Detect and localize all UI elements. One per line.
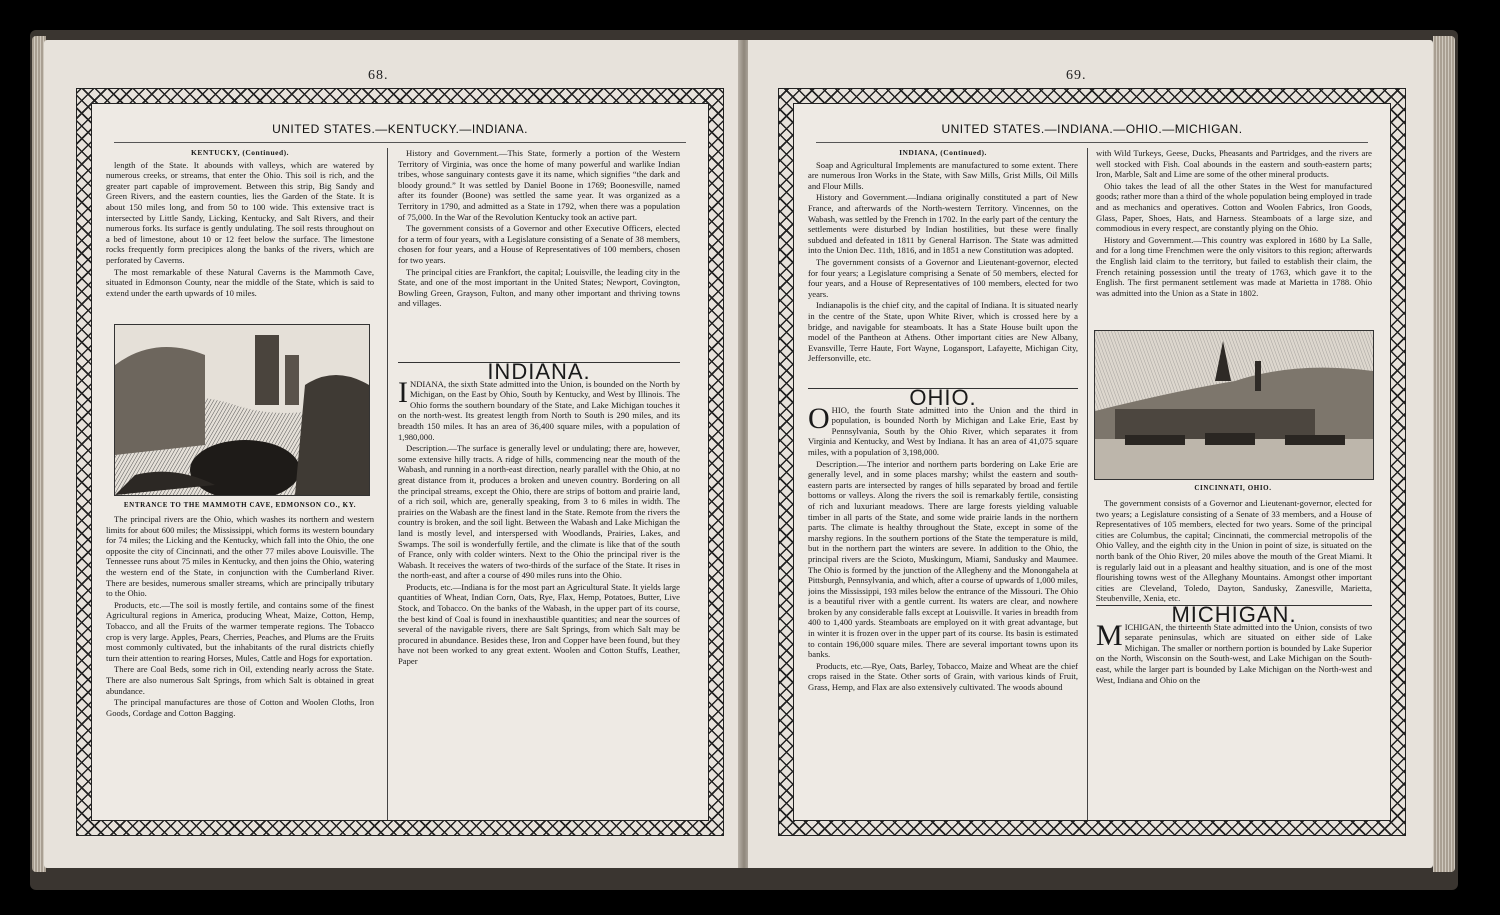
paragraph: Indianapolis is the chief city, and the capital of Indiana. It is situated nearly in the centre of the State, upon White River, which is crossed here by a bridge, and navigable for steamboats. It has a State House built upon the model of the Pantheon at Athens. Other important cities are New Albany, Evansville, Terre Haute, Fort Wayne, Logansport, Lafayette, Michigan City, Jeffersonville, etc. xyxy=(808,300,1078,364)
image-caption: ENTRANCE TO THE MAMMOTH CAVE, EDMONSON CO., KY. xyxy=(123,501,357,509)
column-right-bottom xyxy=(1096,498,1372,821)
paragraph: History and Government.—This State, formerly a portion of the Western Territory of Virginia, was once the home of many powerful and warlike Indian tribes, whose sanguinary contests gave it its name, which signifies “the dark and bloody ground.” It was settled by Daniel Boone in 1769; Boonesville, named after its founder (Boone) was settled the same year. It was organized as a Territory in 1790, and admitted as a State in 1792, when there was a population of 75,000. In the War of the Revolution Kentucky took an active part. xyxy=(398,148,680,222)
page-content xyxy=(91,103,709,821)
ohio-section xyxy=(808,388,1078,821)
section-title: MICHIGAN. xyxy=(1096,605,1372,621)
page-header: UNITED STATES.—KENTUCKY.—INDIANA. xyxy=(272,122,528,136)
page-number: 69. xyxy=(1066,68,1087,83)
paragraph xyxy=(1096,618,1372,686)
paragraph xyxy=(808,401,1078,458)
paragraph: The government consists of a Governor and other Executive Officers, elected for a term of four years, with a Legislature consisting of a Senate of 38 members, chosen for four years, and a House of Representatives of 100 members, chosen for two years. xyxy=(398,223,680,265)
drop-cap: M xyxy=(1096,618,1123,652)
paragraph: The most remarkable of these Natural Caverns is the Mammoth Cave, situated in Edmonson County, near the middle of the State, which is said to extend under the earth upwards of 10 miles. xyxy=(106,266,374,298)
header-rule xyxy=(114,142,686,143)
page-number: 68. xyxy=(368,68,389,83)
paragraph: Description.—The surface is generally level or undulating; there are, however, some extensive hilly tracts. A ridge of hills, commencing near the mouth of the Wabash, and running in a north-east direction, nearly parallel with the Ohio, at no great distance from it, produces a broken and uneven country. Bordering on all the principal streams, except the Ohio, there are strips of bottom and prairie land, of a rich soil, which are, generally speaking, from 3 to 6 miles in width. The prairies on the Wabash are the finest land in the State. Remote from the rivers the country is broken, and the soil light. Between the Wabash and Lake Michigan the land is mostly level, and interspersed with Woodlands, Prairies, Lakes, and Swamps. The soil is wonderfully fertile, and the climate is like that of the south of France, only with colder winters. Next to the Ohio the principal river is the Wabash. It receives the waters of two-thirds of the surface of the State. It rises in the north-east, and after a course of 490 miles runs into the Ohio. xyxy=(398,443,680,581)
paragraph xyxy=(398,375,680,443)
paragraph: History and Government.—This country was explored in 1680 by La Salle, and for a long time Frenchmen were the only visitors to this region; afterwards the English laid claim to the territory, but failed to establish their claim, the French retaining possession until the treaty of 1763, which gave it to the English. The first permanent settlement was made at Marietta in 1788. Ohio was admitted into the Union as a State in 1802. xyxy=(1096,234,1372,298)
decorative-border xyxy=(76,88,724,836)
paragraph: length of the State. It abounds with valleys, which are watered by numerous creeks, or streams, that enter the Ohio. This soil is rich, and the greater part capable of improvement. Between this strip, Big Sandy and Green Rivers, and the eastern counties, lies the Garden of the State. It is about 150 miles long, and from 50 to 100 wide. This extensive tract is intersected by Little Sandy, Licking, Kentucky, and Salt Rivers, and their numerous forks. Its surface is gently undulating. The soil rests throughout on a bed of limestone, about 10 or 12 feet below the surface. The limestone rocks frequently form precipices along the banks of the rivers, which are perforated by Caverns. xyxy=(106,159,374,265)
header-rule xyxy=(816,142,1368,143)
column-left xyxy=(106,148,374,316)
paragraph: Products, etc.—Indiana is for the most part an Agricultural State. It yields large quantities of Wheat, Indian Corn, Oats, Rye, Flax, Hemp, Potatoes, Butter, Live Stock, and Tobacco. On the banks of the Wabash, in the upper part of its course, the best kind of Coal is found in inexhaustible quantities; and near the sources of several of the navigable rivers, there are Salt Springs, from which Salt may be procured in abundance. Besides these, Iron and Copper have been found, but they have not been worked to any great extent. Woolen and Cotton Stuffs, Leather, Paper xyxy=(398,581,680,667)
cave-illustration xyxy=(115,325,369,495)
page-header: UNITED STATES.—INDIANA.—OHIO.—MICHIGAN. xyxy=(941,122,1243,136)
column-divider xyxy=(387,148,388,821)
left-page xyxy=(44,40,740,868)
indiana-section xyxy=(398,362,680,821)
paragraph: History and Government.—Indiana originally constituted a part of New France, and afterwards of the North-western Territory. Vincennes, on the Wabash, was settled by the French in 1702. In the early part of the century the settlements were disturbed by Indian hostilities, but these were finally subdued and defeated in 1811 by General Harrison. The State was admitted into the Union Dec. 11th, 1816, and in 1851 a new Constitution was adopted. xyxy=(808,192,1078,256)
column-left xyxy=(808,148,1078,388)
paragraph-text: NDIANA, the sixth State admitted into the Union, is bounded on the North by Michigan, on the East by Ohio, South by Kentucky, and West by Illinois. The Ohio forms the southern boundary of the State, and Lake Michigan touches it on the north-west. Its greatest length from North to South is 290 miles, and its breadth 150 miles. It has an area of 36,400 square miles, with a population of 1,980,000. xyxy=(398,378,680,442)
paragraph: Ohio takes the lead of all the other States in the West for manufactured goods; rather more than a third of the whole population being employed in trade and as mechanics and operatives. Cotton and Woolen Fabrics, Iron Goods, Glass, Paper, Shoes, Hats, and Harness. Steamboats of a large size, and commodious in every respect, are constantly plying on the Ohio. xyxy=(1096,180,1372,234)
paragraph-text: HIO, the fourth State admitted into the Union and the third in population, is bounded North by Michigan and Lake Erie, East by Pennsylvania, South by the Ohio River, which separates it from Virginia and Kentucky, and West by Indiana. It has an area of 41,075 square miles, with a population of 3,198,000. xyxy=(808,404,1078,457)
cincinnati-illustration xyxy=(1095,331,1373,479)
paragraph: The government consists of a Governor and Lieutenant-governor, elected for four years; a Legislature comprising a Senate of 50 members, elected for four years, and a House of Representatives of 100 members, elected for two years. xyxy=(808,256,1078,299)
paragraph: Soap and Agricultural Implements are manufactured to some extent. There are numerous Iron Works in the State, with Saw Mills, Grist Mills, Oil Mills and Flour Mills. xyxy=(808,159,1078,191)
decorative-border xyxy=(778,88,1406,836)
column-divider xyxy=(1087,148,1088,821)
paragraph-text: ICHIGAN, the thirteenth State admitted into the Union, consists of two separate peninsulas, which are situated on either side of Lake Michigan. The smaller or northern portion is bounded by Lake Superior on the North, Wisconsin on the South-west, and Lake Michigan on the South-east, while the larger part is bounded by Lake Michigan on the North-west and West, Indiana and Ohio on the xyxy=(1096,621,1372,685)
paragraph: The government consists of a Governor and Lieutenant-governor, elected for two years; a Legislature consisting of a Senate of 33 members, and a House of Representatives of 105 members, elected for two years. Some of the principal cities are Columbus, the capital; Cincinnati, the commercial metropolis of the Ohio Valley, and the eighth city in the Union in point of size, is situated on the north bank of the Ohio River, 20 miles above the mouth of the Great Miami. It is regularly laid out in a pleasant and healthy situation, and is one of the most flourishing towns west of the Alleghany Mountains. Amongst other important cities are Cleveland, Toledo, Dayton, Sandusky, Zanesville, Marietta, Steubenville, Xenia, etc. xyxy=(1096,498,1372,604)
section-subtitle: INDIANA, (Continued). xyxy=(899,148,987,157)
page-content xyxy=(793,103,1391,821)
paragraph: with Wild Turkeys, Geese, Ducks, Pheasants and Partridges, and the rivers are well stocked with Fish. Coal abounds in the eastern and south-eastern parts; Iron, Marble, Salt and Lime are some of the other mineral products. xyxy=(1096,148,1372,180)
paragraph: There are Coal Beds, some rich in Oil, extending nearly across the State. There are also numerous Salt Springs, from which Salt is obtained in great abundance. xyxy=(106,664,374,696)
column-right xyxy=(1096,148,1372,324)
column-left-bottom xyxy=(106,514,374,821)
column-right xyxy=(398,148,680,358)
drop-cap: O xyxy=(808,401,830,435)
paragraph: The principal manufactures are those of Cotton and Woolen Cloths, Iron Goods, Cordage and Cotton Bagging. xyxy=(106,697,374,718)
section-subtitle: KENTUCKY, (Continued). xyxy=(190,148,290,157)
page-edges-right xyxy=(1433,36,1455,872)
paragraph: Products, etc.—Rye, Oats, Barley, Tobacco, Maize and Wheat are the chief crops raised in the State. Other sorts of Grain, with various kinds of Fruit, Grass, Hemp, and Flax are also extensively cultivated. The woods abound xyxy=(808,660,1078,693)
section-title: OHIO. xyxy=(808,388,1078,404)
paragraph: Products, etc.—The soil is mostly fertile, and contains some of the finest Agricultural regions in America, producing Wheat, Maize, Cotton, Hemp, Tobacco, and all the Fruits of the warmer temperate regions. The Tobacco crop is very large. Apples, Pears, Cherries, Peaches, and Plums are the Fruits most commonly cultivated, but the inhabitants of the rural districts chiefly turn their attention to rearing Horses, Mules, Cattle and Hogs for exportation. xyxy=(106,599,374,663)
right-page xyxy=(748,40,1433,868)
section-title: INDIANA. xyxy=(398,362,680,378)
paragraph: The principal cities are Frankfort, the capital; Louisville, the leading city in the State, and one of the most important in the United States; Newport, Covington, Bowling Green, Grayson, Fulton, and many other important and thriving towns and villages. xyxy=(398,266,680,309)
drop-cap: I xyxy=(398,375,408,409)
paragraph: The principal rivers are the Ohio, which washes its northern and western limits for about 600 miles; the Mississippi, which forms its western boundary for 74 miles; the Licking and the Kentucky, which fall into the Ohio, the one opposite the city of Cincinnati, and the other 77 miles above Louisville. The Tennessee runs about 75 miles in Kentucky, and then joins the Ohio, watering the western end of the State, in conjunction with the Cumberland River. There are besides, numerous smaller streams, which are principally tributary to the Ohio. xyxy=(106,514,374,599)
image-caption: CINCINNATI, OHIO. xyxy=(1194,484,1272,492)
paragraph: Description.—The interior and northern parts bordering on Lake Erie are generally level, and in some places marshy; whilst the eastern and south-eastern parts are intersected by ranges of hills separated by broad and fertile bottoms or valleys. Along the rivers the soil is remarkably fertile, consisting of rich and luxuriant meadows. There are large forests yielding valuable timber in all parts of the State, and some wide prairie lands in the northern parts. The climate is healthy throughout the State, except in some of the marshy regions. In the southern portions of the State the temperature is mild, but in the northern part the winters are severe. In addition to the Ohio, the principal rivers are the Scioto, Muskingum, Miami, Sandusky and Maumee. The Ohio is formed by the junction of the Allegheny and the Monongahela at Pittsburgh, Pennsylvania, and which, after a course of upwards of 1,000 miles, joins the Mississippi, 193 miles below the entrance of the Missouri. The Ohio is a beautiful river with a gentle current. Its waters are clear, and nowhere broken by any considerable falls except at Louisville. It varies in breadth from 400 to 1,400 yards. Steamboats are employed on it with great advantage, but in winter it is frozen over in the upper part of its course. Its basin is estimated to contain 196,000 square miles. There are several important towns upon its banks. xyxy=(808,458,1078,660)
cincinnati-engraving xyxy=(1094,330,1374,480)
mammoth-cave-engraving xyxy=(114,324,370,496)
